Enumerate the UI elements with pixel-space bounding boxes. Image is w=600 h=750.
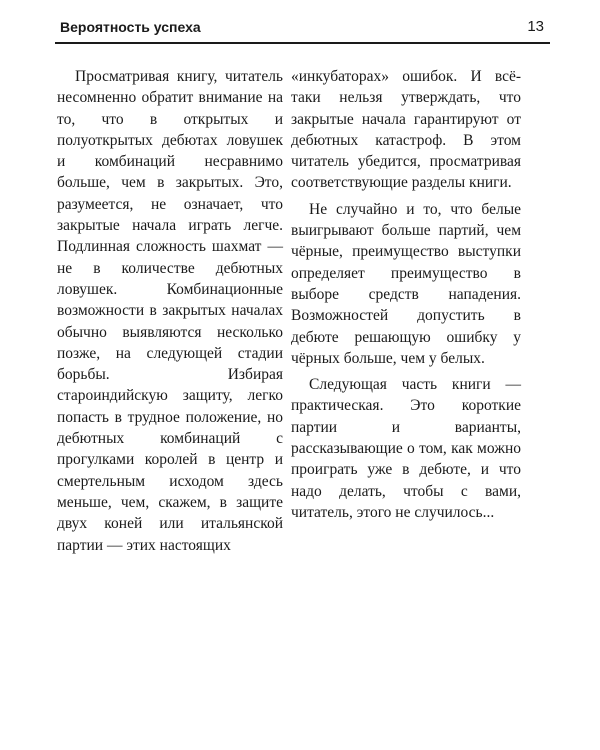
paragraph-continuation: «инкубаторах» ошибок. И всё-таки нельзя утверждать, что закрытые начала гарантируют от дебютных катастроф. В этом читатель убедится, просматривая соответствующие разделы книги. <box>291 68 521 192</box>
paragraph: Не случайно и то, что белые выигрывают больше партий, чем чёрные, преимущество выступки определяет преимущество в выборе средств нападения. Возможностей допустить в дебюте решающую ошибку у чёрных больше, чем у белых. <box>291 200 521 367</box>
paragraph: Просматривая книгу, читатель несомненно обратит внимание на то, что в открытых и полуоткрытых дебютах ловушек и комбинаций несравнимо больше, чем в закрытых. Это, разумеется, не означает, что закрытые начала играть легче. Подлинная сложность шахмат — не в количестве дебютных ловушек. Комбинационные возможности в закрытых началах обычно выявляются несколько позже, на следующей стадии борьбы. Избирая староиндийскую защиту, легко попасть в трудное положение, но дебютных комбинаций с прогулками королей в центр и смертельным исходом здесь меньше, чем, скажем, в защите двух коней или итальянской партии — этих настоящих <box>57 68 283 554</box>
page-number: 13 <box>527 18 544 35</box>
running-head <box>55 14 550 44</box>
paragraph: Следующая часть книги — практическая. Это короткие партии и варианты, рассказывающие о том, как можно проиграть уже в дебюте, и что надо делать, чтобы с вами, читатель, этого не случилось... <box>291 376 521 521</box>
text-column-right <box>291 66 521 528</box>
chapter-title: Вероятность успеха <box>60 19 201 35</box>
text-column-left <box>57 66 283 561</box>
